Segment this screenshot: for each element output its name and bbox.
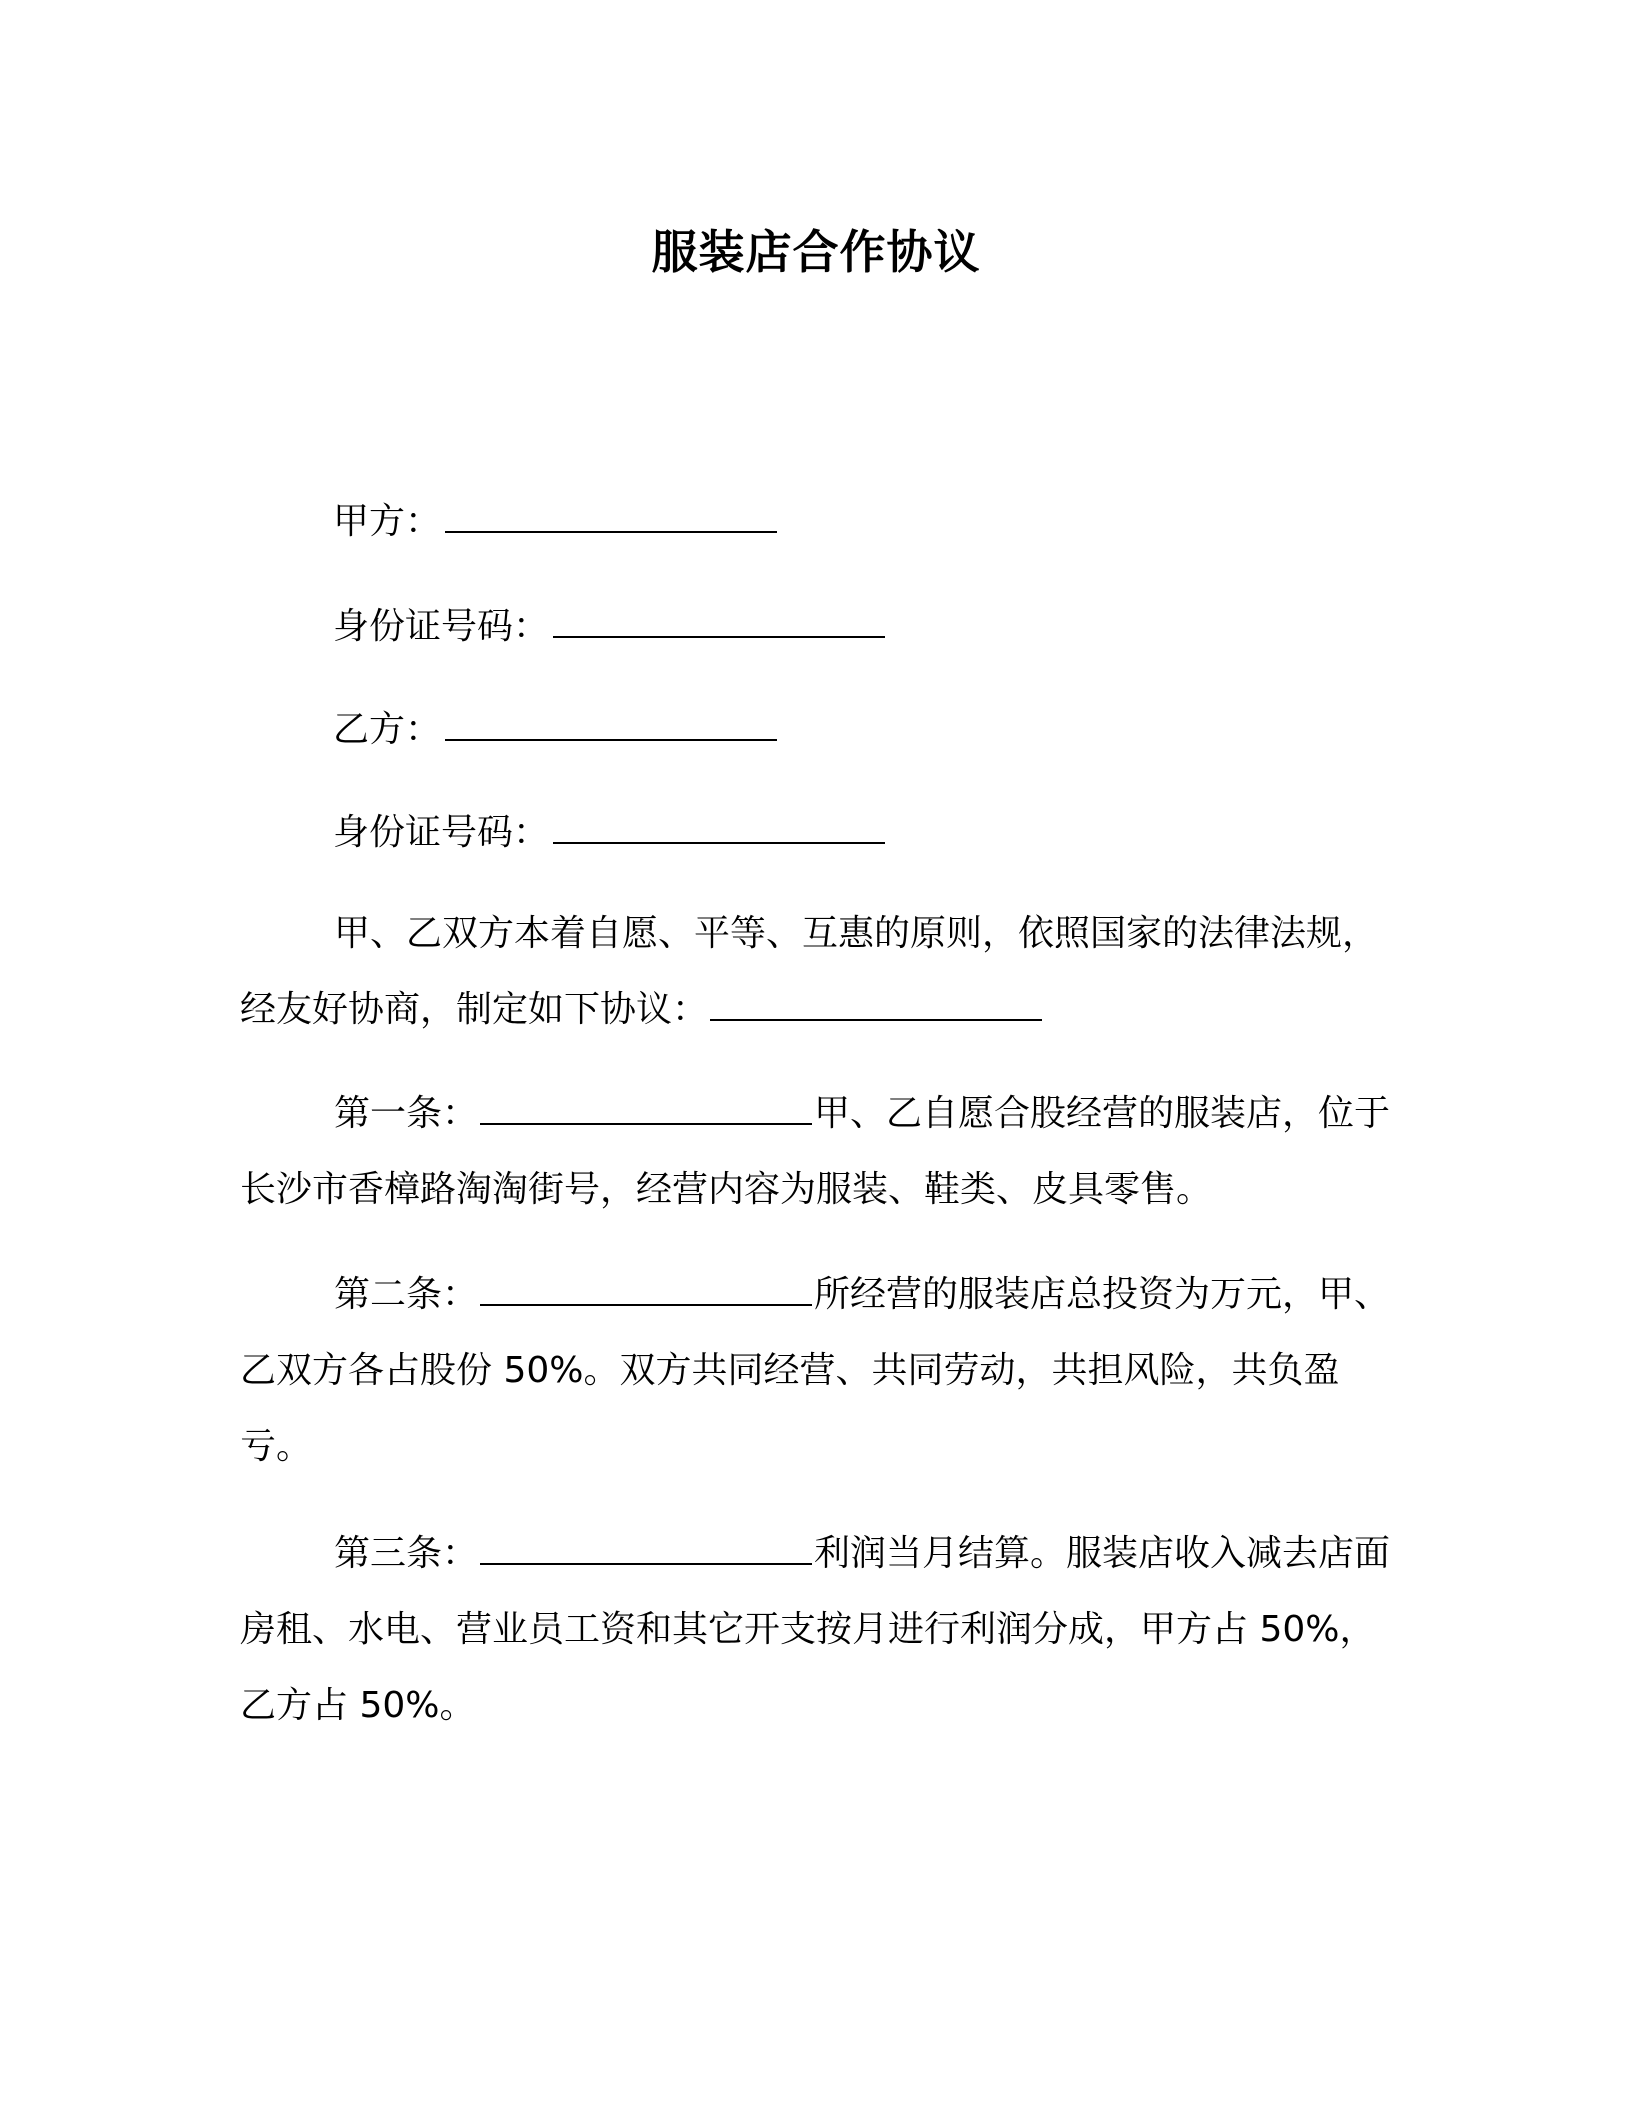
intro-line-1: 甲、乙双方本着自愿、平等、互惠的原则，依照国家的法律法规， (334, 913, 1379, 954)
article-1-text: 甲、乙自愿合股经营的服装店，位于长沙市香樟路淘淘街号，经营内容为服装、鞋类、皮具零售。 (240, 1093, 1391, 1210)
party-a-id-blank[interactable] (553, 600, 885, 638)
intro-line-2 (240, 972, 1400, 1048)
document-title: 服装店合作协议 (651, 225, 981, 279)
article-3-blank[interactable] (480, 1527, 812, 1565)
article-1-label: 第一条： (334, 1093, 479, 1134)
party-b-label: 乙方： (333, 709, 442, 750)
article-2-label: 第二条： (334, 1274, 479, 1315)
party-b-id-blank[interactable] (553, 806, 885, 844)
article-2-blank[interactable] (480, 1268, 812, 1306)
article-3 (240, 1516, 1400, 1744)
article-3-label: 第三条： (334, 1533, 479, 1574)
article-2-text: 所经营的服装店总投资为万元，甲、乙双方各占股份 50%。双方共同经营、共同劳动，共担风险，共负盈亏。 (240, 1274, 1391, 1467)
party-a-label: 甲方： (333, 501, 442, 542)
intro-blank[interactable] (710, 983, 1042, 1021)
article-1-blank[interactable] (480, 1087, 812, 1125)
party-a-id-label: 身份证号码： (333, 606, 550, 647)
article-1 (240, 1076, 1400, 1228)
article-3-text: 利润当月结算。服装店收入减去店面房租、水电、营业员工资和其它开支按月进行利润分成，甲方占 50%，乙方占 50%。 (240, 1533, 1391, 1726)
intro-paragraph (240, 896, 1400, 1048)
article-2 (240, 1257, 1400, 1485)
party-b-blank[interactable] (445, 703, 777, 741)
intro-line-2-text: 经友好协商，制定如下协议： (240, 989, 709, 1030)
party-a-field (333, 495, 779, 547)
party-b-field (333, 703, 779, 755)
party-a-id-field (333, 600, 887, 652)
party-b-id-field (333, 806, 887, 858)
party-b-id-label: 身份证号码： (333, 812, 550, 853)
party-a-blank[interactable] (445, 495, 777, 533)
